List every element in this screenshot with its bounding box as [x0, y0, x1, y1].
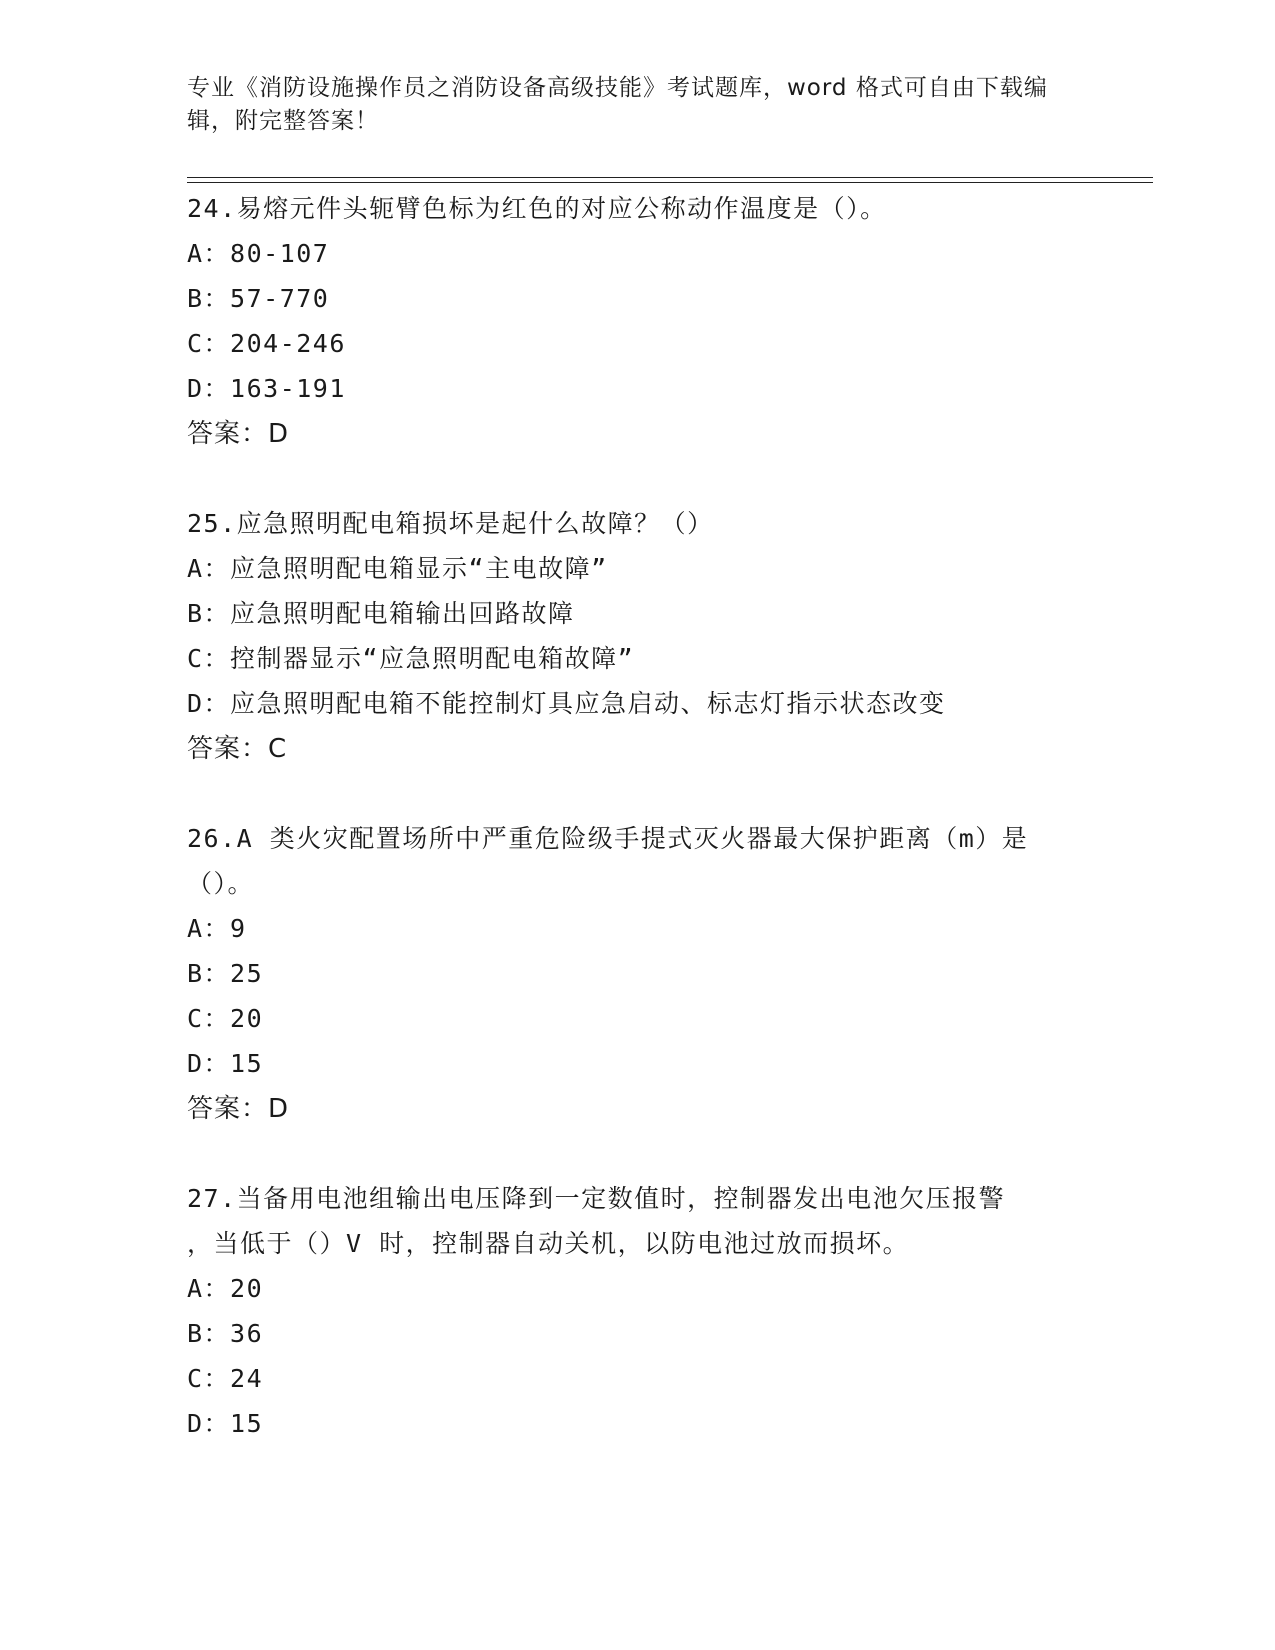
question-stem: 24.易熔元件头轭臂色标为红色的对应公称动作温度是（）。 — [187, 194, 887, 223]
option-b: B：57-770 — [187, 284, 330, 313]
header-divider-bottom — [187, 182, 1153, 183]
option-c: C：24 — [187, 1364, 264, 1393]
option-d: D：15 — [187, 1049, 264, 1078]
option-d: D：应急照明配电箱不能控制灯具应急启动、标志灯指示状态改变 — [187, 689, 946, 718]
option-b: B：应急照明配电箱输出回路故障 — [187, 599, 575, 628]
option-d: D：163-191 — [187, 374, 346, 403]
header-line-1: 专业《消防设施操作员之消防设备高级技能》考试题库，word 格式可自由下载编 — [187, 75, 1048, 101]
question-stem-continued: （）。 — [187, 869, 255, 898]
option-b: B：25 — [187, 959, 264, 988]
header-line-2: 辑，附完整答案！ — [187, 108, 379, 134]
option-d: D：15 — [187, 1409, 264, 1438]
option-c: C：控制器显示“应急照明配电箱故障” — [187, 644, 635, 673]
option-a: A：80-107 — [187, 239, 330, 268]
question-stem: 27.当备用电池组输出电压降到一定数值时，控制器发出电池欠压报警 — [187, 1184, 1006, 1213]
option-b: B：36 — [187, 1319, 264, 1348]
question-stem: 25.应急照明配电箱损坏是起什么故障？（） — [187, 509, 714, 538]
option-a: A：20 — [187, 1274, 264, 1303]
question-stem-continued: ，当低于（）V 时，控制器自动关机，以防电池过放而损坏。 — [187, 1229, 910, 1258]
answer-24: 答案：D — [187, 419, 290, 449]
answer-25: 答案：C — [187, 734, 288, 764]
answer-26: 答案：D — [187, 1094, 290, 1124]
option-c: C：204-246 — [187, 329, 346, 358]
option-a: A：9 — [187, 914, 247, 943]
document-header — [187, 72, 1077, 138]
option-c: C：20 — [187, 1004, 264, 1033]
header-divider-top — [187, 177, 1153, 178]
question-stem: 26.A 类火灾配置场所中严重危险级手提式灭火器最大保护距离（m）是 — [187, 824, 1029, 853]
option-a: A：应急照明配电箱显示“主电故障” — [187, 554, 608, 583]
